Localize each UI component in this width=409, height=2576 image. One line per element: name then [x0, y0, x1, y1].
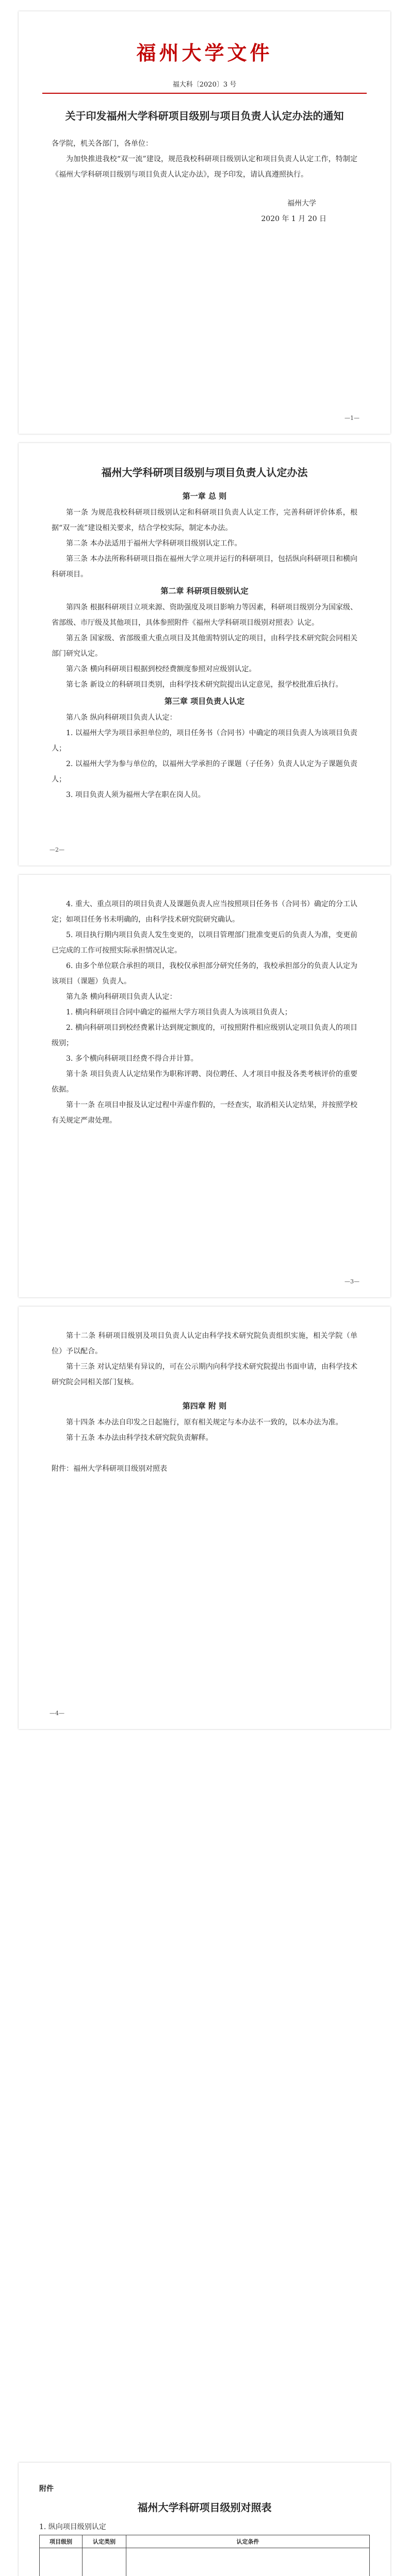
page-number: —4—: [50, 1710, 64, 1717]
article-item: 3. 项目负责人须为福州大学在职在岗人员。: [66, 791, 205, 799]
chapter-heading: 第二章 科研项目级别认定: [160, 586, 249, 596]
page-4: [19, 1307, 390, 1729]
article-item: 6. 由多个单位联合承担的项目，我校仅承担部分研究任务的，我校承担部分的负责人认定为该项目（课题）负责人。: [52, 962, 357, 986]
article-item: 3. 多个横向科研项目经费不得合并计算。: [66, 1055, 198, 1063]
level-cell: [40, 2548, 83, 2576]
article-item: 2. 以福州大学为参与单位的，以福州大学承担的子课题（子任务）负责人认定为子课题负责人；: [52, 760, 357, 784]
chapter-heading: 第一章 总 则: [182, 492, 227, 501]
document-number: 福大科〔2020〕3 号: [172, 81, 237, 89]
page-1: [19, 11, 390, 434]
chapter-heading: 第三章 项目负责人认定: [164, 697, 245, 706]
chapter-heading: 第四章 附 则: [182, 1401, 227, 1411]
attachment-label: 附件: [39, 2485, 54, 2493]
table-row: [40, 2548, 370, 2576]
article: 第二条 本办法适用于福州大学科研项目级别认定工作。: [66, 539, 242, 548]
band-cell: [83, 2548, 126, 2576]
page-5: [19, 2463, 390, 2576]
article-item: 1. 以福州大学为项目承担单位的，项目任务书（合同书）中确定的项目负责人为该项目负责人；: [52, 729, 357, 753]
notice-body: 为加快推进我校“双一流”建设，规范我校科研项目级别认定和项目负责人认定工作，特制定《福州大学科研项目级别与项目负责人认定办法》，现予印发，请认真遵照执行。: [52, 155, 357, 179]
condition-cell: [126, 2548, 370, 2576]
article: 第十五条 本办法由科学技术研究院负责解释。: [66, 1434, 213, 1442]
article: 第三条 本办法所称科研项目指在福州大学立项并运行的科研项目，包括纵向科研项目和横向科研项目。: [52, 555, 357, 579]
attachment-title: 福州大学科研项目级别对照表: [137, 2501, 272, 2514]
section-heading: 1. 纵向项目级别认定: [39, 2523, 106, 2531]
page-number: —1—: [345, 415, 359, 421]
column-header: 项目级别: [40, 2535, 83, 2548]
article: 第一条 为规范我校科研项目级别认定和科研项目负责人认定工作，完善科研评价体系，根据“双一流”建设相关要求，结合学校实际，制定本办法。: [52, 509, 357, 532]
article-item: 4. 重大、重点项目的项目负责人及课题负责人应当按照项目任务书（合同书）确定的分工认定；如项目任务书未明确的，由科学技术研究院研究确认。: [52, 900, 357, 924]
article: 第九条 横向科研项目负责人认定：: [66, 993, 177, 1001]
article: 第七条 新设立的科研项目类别，由科学技术研究院提出认定意见，报学校批准后执行。: [66, 681, 343, 689]
article: 第十一条 在项目申报及认定过程中弄虚作假的，一经查实，取消相关认定结果，并按照学校有关规定严肃处理。: [52, 1101, 357, 1125]
page-number: —2—: [50, 846, 64, 853]
notice-title: 关于印发福州大学科研项目级别与项目负责人认定办法的通知: [65, 110, 344, 122]
article: 第八条 纵向科研项目负责人认定：: [66, 714, 177, 722]
column-header: 认定类别: [83, 2535, 126, 2548]
table-header-row: [40, 2535, 370, 2548]
attachment-reference: 附件：福州大学科研项目级别对照表: [52, 1465, 167, 1473]
level-table: [39, 2535, 370, 2576]
article: 第五条 国家级、省部级重大重点项目及其他需特别认定的项目，由科学技术研究院会同相关部门研究认定。: [52, 634, 357, 658]
page-3: [19, 875, 390, 1297]
notice-addressee: 各学院，机关各部门，各单位：: [52, 140, 153, 148]
document-header: 福州大学文件: [136, 41, 273, 64]
column-header: 认定条件: [126, 2535, 370, 2548]
notice-date: 2020 年 1 月 20 日: [261, 215, 326, 223]
notice-signature: 福州大学: [287, 199, 316, 208]
article: 第十二条 科研项目级别及项目负责人认定由科学技术研究院负责组织实施，相关学院（单位）予以配合。: [52, 1332, 357, 1355]
article: 第六条 横向科研项目根据到校经费额度参照对应级别认定。: [66, 665, 256, 673]
article: 第四条 根据科研项目立项来源、资助强度及项目影响力等因素，科研项目级别分为国家级、省部级、市厅级及其他项目，具体参照附件《福州大学科研项目级别对照表》认定。: [52, 603, 357, 627]
article: 第十三条 对认定结果有异议的，可在公示期内向科学技术研究院提出书面申请，由科学技术研究院会同相关部门复核。: [52, 1363, 357, 1386]
measures-title: 福州大学科研项目级别与项目负责人认定办法: [101, 466, 308, 479]
article-item: 5. 项目执行期内项目负责人发生变更的，以项目管理部门批准变更后的负责人为准，变更前已完成的工作可按照实际承担情况认定。: [52, 931, 357, 955]
page-2: [19, 443, 390, 866]
article: 第十四条 本办法自印发之日起施行，原有相关规定与本办法不一致的，以本办法为准。: [66, 1418, 343, 1427]
article-item: 2. 横向科研项目到校经费累计达到规定额度的，可按照附件相应级别认定项目负责人的项目级别；: [52, 1024, 357, 1047]
article: 第十条 项目负责人认定结果作为职称评聘、岗位聘任、人才项目申报及各类考核评价的重要依据。: [52, 1070, 357, 1094]
article-item: 1. 横向科研项目合同中确定的福州大学方项目负责人为该项目负责人；: [66, 1008, 292, 1016]
page-number: —3—: [345, 1278, 359, 1285]
